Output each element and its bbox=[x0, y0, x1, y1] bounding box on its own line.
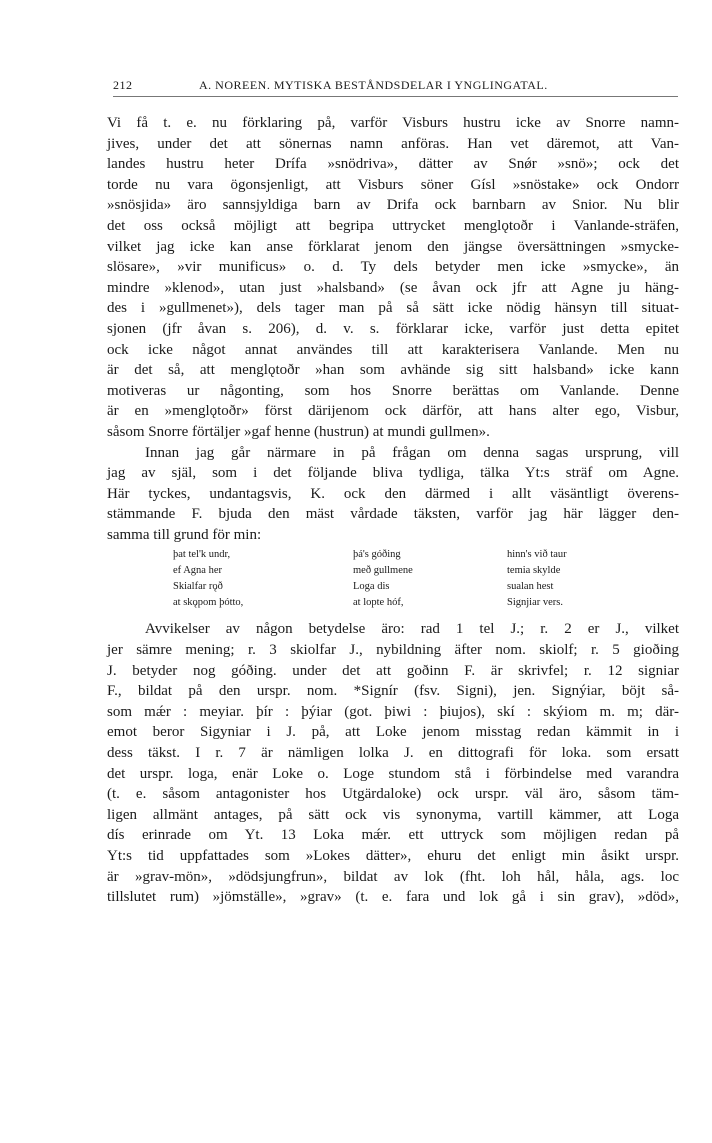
page-number: 212 bbox=[113, 78, 133, 92]
paragraph-1 bbox=[107, 113, 679, 443]
verse-line: Skialfar rǫð bbox=[173, 581, 223, 593]
text-line: Yt:s tid uppfattades som »Lokes dätter», ehuru det enligt min åsikt urspr. bbox=[107, 848, 679, 864]
text-line: sjonen (jfr åvan s. 206), d. v. s. förklarar icke, varför just detta epitet bbox=[107, 320, 679, 337]
text-line: dís erinrade om Yt. 13 Loka mǽr. ett uttryck som möjligen redan på bbox=[107, 827, 679, 844]
verse-column-3 bbox=[507, 547, 567, 610]
text-line: ligen allmänt antages, på sätt ock vis synonyma, vartill kämmer, att Loga bbox=[107, 806, 679, 823]
verse-line: Signjiar vers. bbox=[507, 596, 563, 608]
verse-column-1 bbox=[173, 547, 243, 610]
text-line: är det så, att menglǫtoðr »han som avhände sig sitt halsband» icke kann bbox=[107, 362, 679, 379]
text-line: tillslutet rum) »jömställe», »grav» (t. e. fara und lok gå i sin grav), »död», bbox=[107, 889, 679, 906]
text-line: som mǽr : meyiar. þír : þýiar (got. þiwi : þiujos), skí : skýiom m. m; där- bbox=[107, 703, 679, 720]
verse-line: temia skylde bbox=[507, 565, 561, 577]
verse-line: hinn's við taur bbox=[507, 549, 567, 561]
paragraph-2 bbox=[107, 443, 679, 546]
text-line: vilket jag icke kan anse förklarat jenom den jängse översättningen »smycke- bbox=[107, 238, 679, 255]
text-line: Innan jag går närmare in på frågan om denna sagas ursprung, vill bbox=[145, 444, 679, 461]
verse-quotation bbox=[107, 547, 679, 615]
verse-line: sualan hest bbox=[507, 581, 554, 593]
verse-line: at skǫpom þótto, bbox=[173, 596, 244, 608]
text-line: »snösjida» äro sannsjyldiga barn av Drifa ock barnbarn av Snior. Nu blir bbox=[107, 197, 679, 214]
text-line: F., bildat på den urspr. nom. *Signír (fsv. Signi), jen. Signýiar, böjt så- bbox=[107, 683, 679, 700]
text-line: stämmande F. bjuda den mäst vårdade täksten, varför jag här lägger den- bbox=[107, 506, 679, 523]
text-line: mindre »klenod», utan just »halsband» (se åvan ock jfr att Agne ju häng- bbox=[107, 279, 679, 296]
text-line: dess täkst. I r. 7 är nämligen lolka J. en dittografi för loka. som ersatt bbox=[107, 745, 679, 762]
text-line: Vi få t. e. nu förklaring på, varför Visburs hustru icke av Snorre namn- bbox=[107, 115, 679, 131]
page-body bbox=[107, 113, 679, 908]
text-line: samma till grund för min: bbox=[107, 526, 262, 543]
text-line: (t. e. såsom antagonister hos Utgärdaloke) ock urspr. väl äro, såsom täm- bbox=[107, 786, 679, 803]
text-line: jag av själ, som i det följande bliva tydliga, tälka Yt:s sträf om Agne. bbox=[107, 465, 679, 482]
text-line: är en »menglǫtoðr» först därijenom ock därför, att hans alter ego, Visbur, bbox=[107, 403, 679, 420]
text-line: jives, under det att sönernas namn anföras. Han vet däremot, att Van- bbox=[107, 135, 679, 152]
text-line: landes hustru heter Drífa »snödriva», dätter av Snǿr »snö»; ock det bbox=[107, 156, 679, 173]
text-line: torde nu vara ögonsjenligt, att Visburs söner Gísl »snöstake» ock Ondorr bbox=[107, 176, 679, 193]
text-line: Avvikelser av någon betydelse äro: rad 1 tel J.; r. 2 er J., vilket bbox=[145, 621, 679, 638]
text-line: är »grav-mön», »dödsjungfrun», bildat av lok (fht. loh hål, håla, ags. loc bbox=[107, 868, 679, 885]
text-line: des i »gullmenet»), dels tager man på så sätt icke nödig hänsyn till situat- bbox=[107, 300, 679, 317]
verse-line: þá's góðing bbox=[353, 549, 401, 561]
text-line: motiveras ur någonting, som hos Snorre berättas om Vanlande. Denne bbox=[107, 382, 679, 399]
text-line: emot beror Sigyniar i J. på, att Loke jenom misstag redan kämmit in i bbox=[107, 724, 679, 741]
header-rule bbox=[113, 96, 678, 97]
text-line: J. betyder nog góðing. under det att goðinn F. är skrivfel; r. 12 signiar bbox=[107, 662, 679, 679]
text-line: slösare», »vir munificus» o. d. Ty dels betyder men icke »smycke», än bbox=[107, 259, 679, 276]
text-line: jer sämre mening; r. 3 skiolfar J., nybildning äfter nom. skiolf; r. 5 gioðing bbox=[107, 642, 679, 659]
verse-line: með gullmene bbox=[353, 565, 413, 577]
text-line: ock icke något annat användes till att karakterisera Vanlande. Men nu bbox=[107, 341, 679, 358]
running-title: A. NOREEN. MYTISKA BESTÅNDSDELAR I YNGLINGATAL. bbox=[199, 78, 548, 92]
verse-line: ef Agna her bbox=[173, 565, 222, 577]
text-line: det oss också möjligt att begripa uttrycket menglǫtoðr i Vanlande-sträfen, bbox=[107, 217, 679, 234]
text-line: det urspr. loga, enär Loke o. Loge stundom stå i förbindelse med varandra bbox=[107, 765, 679, 782]
verse-line: Loga dis bbox=[353, 581, 390, 593]
verse-column-2 bbox=[353, 547, 413, 610]
text-line: Här tyckes, undantagsvis, K. ock den därmed i allt väsäntligt överens- bbox=[107, 485, 679, 502]
text-line: såsom Snorre förtäljer »gaf henne (hustrun) at mundi gullmen». bbox=[107, 423, 490, 440]
verse-line: at lopte hóf, bbox=[353, 596, 404, 608]
verse-line: þat tel'k undr, bbox=[173, 549, 231, 561]
paragraph-3 bbox=[107, 619, 679, 907]
